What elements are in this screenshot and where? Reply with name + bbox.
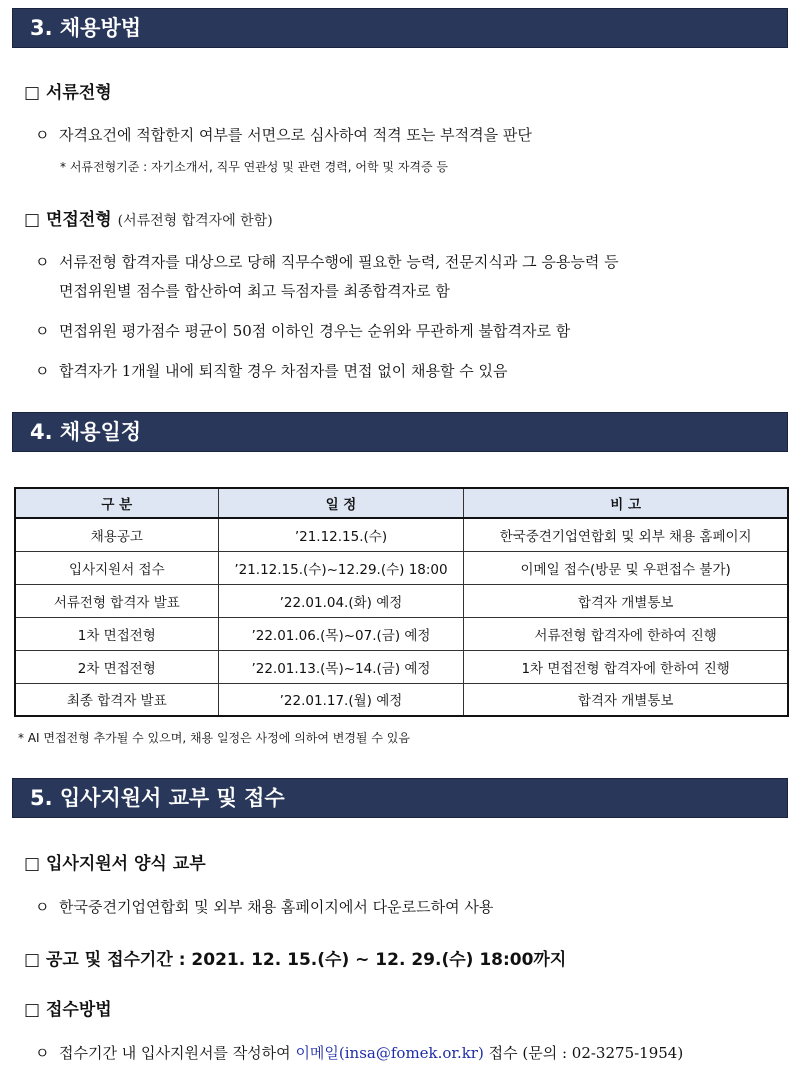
table-row [15,617,788,650]
bullet-mark: ㅇ [35,1044,50,1062]
section-3-header: 3. 채용방법 [12,8,788,48]
table-cell: 한국중견기업연합회 및 외부 채용 홈페이지 [464,518,788,551]
bullet-text: 서류전형 합격자를 대상으로 당해 직무수행에 필요한 능력, 전문지식과 그 응용능력 등 [59,253,619,271]
table-cell: 합격자 개별통보 [464,584,788,617]
subsection-application-method [24,995,112,1020]
section-5-header: 5. 입사지원서 교부 및 접수 [12,778,788,818]
table-cell: 채용공고 [15,518,218,551]
col-header-schedule: 일 정 [218,488,464,518]
table-cell: 1차 면접전형 [15,617,218,650]
subsection-title-note: (서류전형 합격자에 한함) [117,213,273,229]
bullet-mark: ㅇ [35,362,50,380]
subsection-form-distribution [24,849,206,874]
table-cell: ’22.01.17.(월) 예정 [218,683,464,716]
table-cell: 합격자 개별통보 [464,683,788,716]
bullet-interview-1-cont: 면접위원별 점수를 합산하여 최고 득점자를 최종합격자로 함 [59,282,450,300]
email-link[interactable]: 이메일(insa@fomek.or.kr) [295,1044,484,1062]
bullet-document-criteria [35,124,532,145]
bullet-interview-2 [35,320,570,341]
bullet-text: 합격자가 1개월 내에 퇴직할 경우 차점자를 면접 없이 채용할 수 있음 [59,362,508,380]
bullet-mark: ㅇ [35,322,50,340]
table-cell: 서류전형 합격자에 한하여 진행 [464,617,788,650]
bullet-text: 한국중견기업연합회 및 외부 채용 홈페이지에서 다운로드하여 사용 [59,898,494,916]
subsection-title: 공고 및 접수기간 : 2021. 12. 15.(수) ~ 12. 29.(수) 18:00까지 [45,950,567,970]
table-row [15,584,788,617]
subsection-title: 입사지원서 양식 교부 [45,854,206,874]
bullet-interview-1 [35,251,619,272]
subsection-title: 서류전형 [45,83,112,103]
table-row [15,518,788,551]
table-row [15,683,788,716]
table-cell: 최종 합격자 발표 [15,683,218,716]
bullet-mark: ㅇ [35,898,50,916]
table-cell: 서류전형 합격자 발표 [15,584,218,617]
checkbox-mark: □ [24,210,41,230]
document-criteria-note: * 서류전형기준 : 자기소개서, 직무 연관성 및 관련 경력, 어학 및 자격증 등 [60,160,449,174]
checkbox-mark: □ [24,950,41,970]
checkbox-mark: □ [24,854,41,874]
bullet-text: 접수기간 내 입사지원서를 작성하여 [59,1044,296,1062]
table-cell: ’21.12.15.(수) [218,518,464,551]
checkbox-mark: □ [24,83,41,103]
col-header-category: 구 분 [15,488,218,518]
table-header-row [15,488,788,518]
table-cell: ’22.01.06.(목)~07.(금) 예정 [218,617,464,650]
section-4-header: 4. 채용일정 [12,412,788,452]
table-cell: 입사지원서 접수 [15,551,218,584]
bullet-text: 자격요건에 적합한지 여부를 서면으로 심사하여 적격 또는 부적격을 판단 [59,126,532,144]
bullet-mark: ㅇ [35,126,50,144]
table-cell: ’22.01.13.(목)~14.(금) 예정 [218,650,464,683]
subsection-document-screening [24,78,112,103]
table-cell: 이메일 접수(방문 및 우편접수 불가) [464,551,788,584]
subsection-interview [24,205,273,230]
schedule-table [14,487,789,717]
subsection-application-period [24,945,566,970]
bullet-application-method [35,1042,683,1063]
table-cell: 2차 면접전형 [15,650,218,683]
table-cell: 1차 면접전형 합격자에 한하여 진행 [464,650,788,683]
schedule-footnote: * AI 면접전형 추가될 수 있으며, 채용 일정은 사정에 의하여 변경될 수 있음 [18,731,410,745]
checkbox-mark: □ [24,1000,41,1020]
bullet-interview-3 [35,360,507,381]
table-cell: ’22.01.04.(화) 예정 [218,584,464,617]
table-cell: ’21.12.15.(수)~12.29.(수) 18:00 [218,551,464,584]
bullet-mark: ㅇ [35,253,50,271]
bullet-text: 면접위원 평가점수 평균이 50점 이하인 경우는 순위와 무관하게 불합격자로 함 [59,322,571,340]
subsection-title: 면접전형 [45,210,112,230]
subsection-title: 접수방법 [45,1000,112,1020]
table-row [15,650,788,683]
table-row [15,551,788,584]
bullet-form-download [35,896,493,917]
bullet-text-post: 접수 (문의 : 02-3275-1954) [483,1044,684,1062]
col-header-remarks: 비 고 [464,488,788,518]
